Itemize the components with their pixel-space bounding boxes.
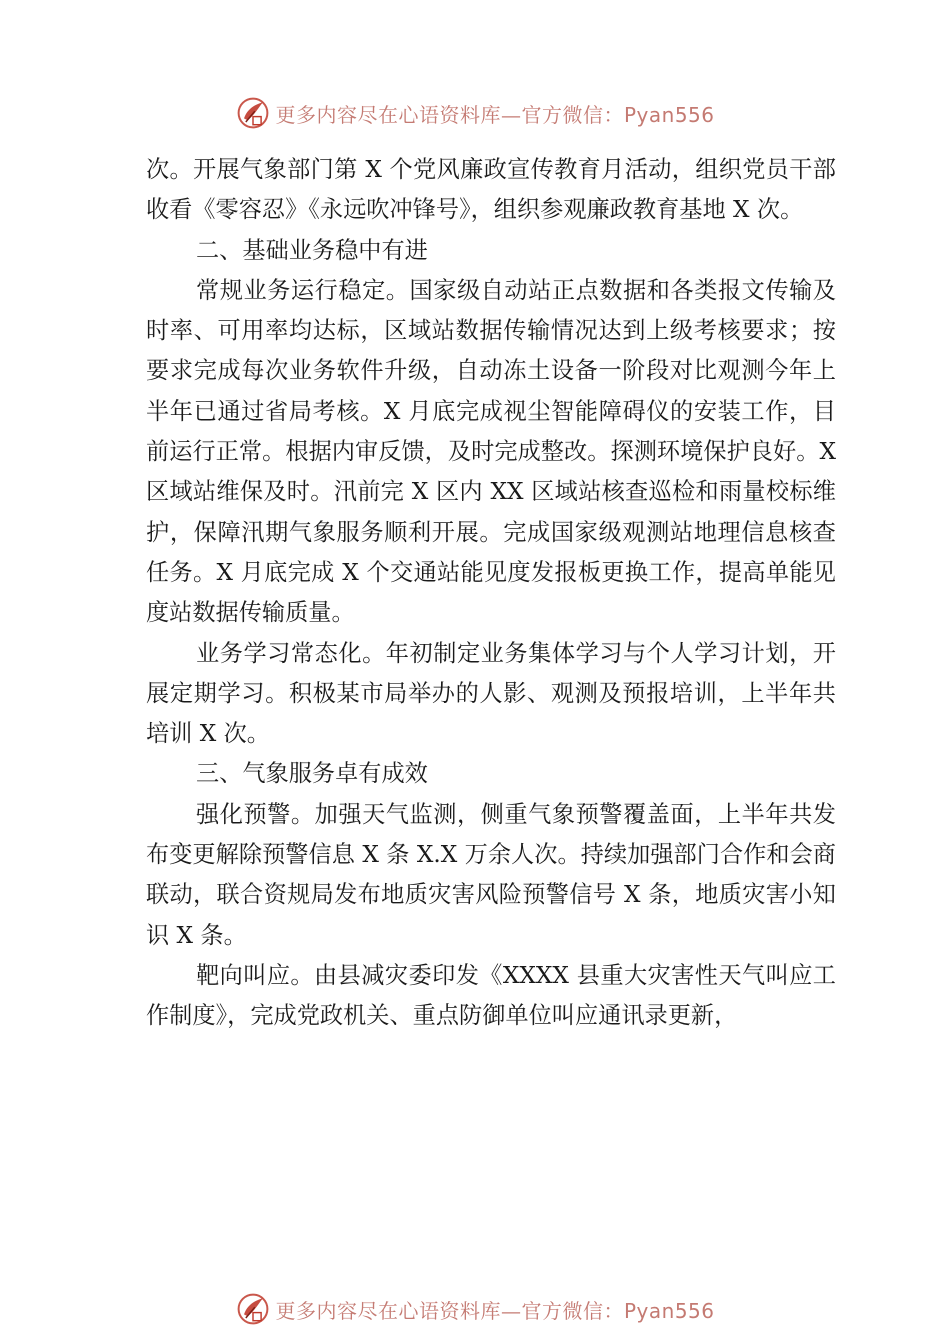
section-heading-2: 二、基础业务稳中有进 [196, 236, 428, 264]
watermark-separator: — [500, 102, 522, 127]
paragraph-continuation: 次。开展气象部门第 X 个党风廉政宣传教育月活动，组织党员干部收看《零容忍》《永远吹冲锋号》，组织参观廉政教育基地 X 次。 [146, 156, 836, 224]
watermark-text [275, 1295, 714, 1324]
paragraph-routine-operations: 常规业务运行稳定。国家级自动站正点数据和各类报文传输及时率、可用率均达标，区域站数据传输情况达到上级考核要求；按要求完成每次业务软件升级，自动冻土设备一阶段对比观测今年上半年已通过省局考核。X 月底完成视尘智能障碍仪的安装工作，目前运行正常。根据内审反馈，及时完成整改。探测环境保护良好。X 区域站维保及时。汛前完 X 区内 XX 区域站核查巡检和雨量校标维护，保障汛期气象服务顺利开展。完成国家级观测站地理信息核查任务。X 月底完成 X 个交通站能见度发报板更换工作，提高单能见度站数据传输质量。 [146, 276, 836, 627]
watermark-separator: — [500, 1298, 522, 1323]
watermark-banner-bottom [0, 1289, 950, 1329]
document-body [146, 150, 836, 1037]
watermark-site-text: 更多内容尽在心语资料库 [275, 1298, 501, 1323]
watermark-wechat-id: Pyan556 [623, 102, 715, 127]
section-heading-3: 三、气象服务卓有成效 [196, 760, 428, 788]
watermark-text [275, 99, 714, 128]
paragraph-targeted-response: 靶向叫应。由县减灾委印发《XXXX 县重大灾害性天气叫应工作制度》，完成党政机关、重点防御单位叫应通讯录更新， [146, 961, 836, 1030]
watermark-wechat-id: Pyan556 [623, 1298, 715, 1323]
watermark-wechat-label: 官方微信： [521, 1298, 624, 1323]
scroll-quill-logo-icon [235, 1291, 271, 1327]
watermark-wechat-label: 官方微信： [521, 102, 624, 127]
scroll-quill-logo-icon [235, 95, 271, 131]
paragraph-warnings: 强化预警。加强天气监测，侧重气象预警覆盖面，上半年共发布变更解除预警信息 X 条 X.X 万余人次。持续加强部门合作和会商联动，联合资规局发布地质灾害风险预警信号 X 条，地质灾害小知识 X 条。 [146, 800, 836, 949]
watermark-banner-top [0, 93, 950, 133]
paragraph-business-learning: 业务学习常态化。年初制定业务集体学习与个人学习计划，开展定期学习。积极某市局举办的人影、观测及预报培训，上半年共培训 X 次。 [146, 639, 836, 748]
watermark-site-text: 更多内容尽在心语资料库 [275, 102, 501, 127]
